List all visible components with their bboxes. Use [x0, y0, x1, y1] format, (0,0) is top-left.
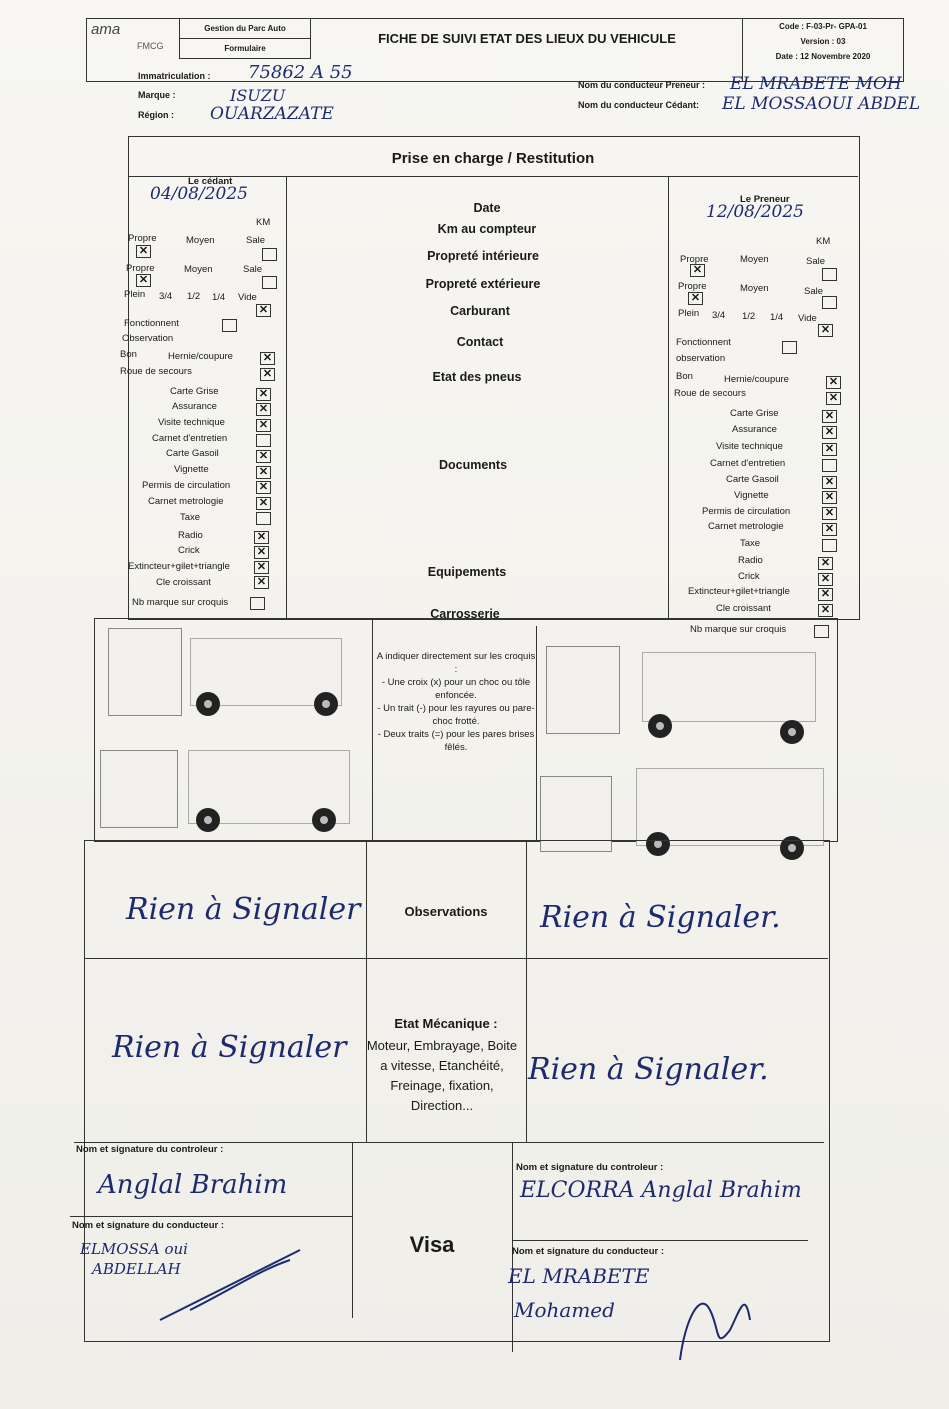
chk-doc-l-0[interactable]: ✕ — [256, 388, 271, 401]
preneur-date: 12/08/2025 — [706, 202, 804, 222]
controleur-label-r: Nom et signature du controleur : — [516, 1162, 664, 1173]
dept-box — [180, 19, 311, 59]
wheel-icon — [314, 692, 338, 716]
cedant-date: 04/08/2025 — [150, 184, 248, 204]
checkbox-secours-l[interactable]: ✕ — [260, 368, 275, 381]
checkbox-sale-int-l[interactable] — [262, 248, 277, 261]
wheel-icon — [648, 714, 672, 738]
divider — [286, 176, 287, 618]
checkbox-propre-int-r[interactable]: ✕ — [690, 264, 705, 277]
equip-l-3: Cle croissant — [156, 577, 211, 588]
divider — [70, 1216, 352, 1217]
row-contact: Contact — [456, 335, 504, 349]
tire-bon-l: Bon — [120, 349, 137, 360]
chk-doc-r-3[interactable] — [822, 459, 837, 472]
checkbox-secours-r[interactable]: ✕ — [826, 392, 841, 405]
chk-doc-l-8[interactable] — [256, 512, 271, 525]
chk-equip-r-0[interactable]: ✕ — [818, 557, 833, 570]
doc-r-0: Carte Grise — [730, 408, 779, 419]
doc-l-7: Carnet metrologie — [148, 496, 224, 507]
checkbox-propre-ext-l[interactable]: ✕ — [136, 274, 151, 287]
checkbox-hernie-l[interactable]: ✕ — [260, 352, 275, 365]
checkbox-sale-ext-l[interactable] — [262, 276, 277, 289]
checkbox-contact-l[interactable] — [222, 319, 237, 332]
fuel-14-r: 1/4 — [770, 312, 784, 323]
opt-sale-ext-r: Sale — [804, 286, 824, 297]
signature-scribble-l — [150, 1240, 310, 1330]
tire-hernie-r: Hernie/coupure — [724, 374, 789, 385]
equip-l-0: Radio — [178, 530, 203, 541]
doc-l-2: Visite technique — [158, 417, 225, 428]
conducteur-sign-l1: ELMOSSA oui — [80, 1240, 188, 1258]
truck-front-sketch-r — [546, 646, 620, 734]
wheel-icon — [196, 808, 220, 832]
company-logo — [87, 19, 180, 59]
contact-fonct-r: Fonctionnent — [676, 337, 731, 348]
chk-equip-l-0[interactable]: ✕ — [254, 531, 269, 544]
equip-l-2: Extincteur+gilet+triangle — [128, 561, 230, 572]
divider — [668, 176, 669, 618]
cedant-label: Nom du conducteur Cédant: — [578, 100, 699, 110]
code-box — [742, 19, 903, 81]
row-km: Km au compteur — [437, 222, 537, 236]
doc-l-1: Assurance — [172, 401, 217, 412]
wheel-icon — [312, 808, 336, 832]
row-prop-int: Propreté intérieure — [427, 249, 539, 263]
chk-equip-l-4[interactable] — [250, 597, 265, 610]
chk-equip-r-1[interactable]: ✕ — [818, 573, 833, 586]
conducteur-label-l: Nom et signature du conducteur : — [72, 1220, 225, 1231]
fuel-12-l: 1/2 — [187, 291, 201, 302]
doc-r-4: Carte Gasoil — [726, 474, 779, 485]
tire-secours-l: Roue de secours — [120, 366, 192, 377]
instr-line3: - Un trait (-) pour les rayures ou pare-choc frotté. — [377, 703, 535, 727]
divider — [512, 1240, 808, 1241]
row-carburant: Carburant — [450, 304, 510, 318]
wheel-icon — [196, 692, 220, 716]
divider — [128, 176, 858, 177]
equip-r-1: Crick — [738, 571, 760, 582]
checkbox-sale-ext-r[interactable] — [822, 296, 837, 309]
chk-doc-l-7[interactable]: ✕ — [256, 497, 271, 510]
opt-propre-int-l: Propre — [128, 233, 157, 244]
doc-r-1: Assurance — [732, 424, 777, 435]
fuel-34-l: 3/4 — [159, 291, 173, 302]
conducteur-label-r: Nom et signature du conducteur : — [512, 1246, 665, 1257]
chk-doc-r-7[interactable]: ✕ — [822, 523, 837, 536]
contact-obs-l: Observation — [122, 333, 174, 344]
mecanique-label: Etat Mécanique : — [394, 1016, 498, 1031]
chk-doc-l-3[interactable] — [256, 434, 271, 447]
equip-r-4: Nb marque sur croquis — [690, 624, 787, 635]
checkbox-fuel-vide-l[interactable]: ✕ — [256, 304, 271, 317]
equip-l-4: Nb marque sur croquis — [132, 597, 229, 608]
fuel-14-l: 1/4 — [212, 292, 226, 303]
opt-propre-ext-l: Propre — [126, 263, 155, 274]
chk-equip-l-2[interactable]: ✕ — [254, 561, 269, 574]
row-date: Date — [473, 201, 501, 215]
tire-secours-r: Roue de secours — [674, 388, 746, 399]
conducteur-sign-l2: ABDELLAH — [92, 1260, 181, 1278]
mecanique-details: Moteur, Embrayage, Boite a vitesse, Etanchéité, Freinage, fixation, Direction... — [366, 1038, 518, 1113]
doc-r-3: Carnet d'entretien — [710, 458, 786, 469]
immat-label: Immatriculation : — [138, 71, 211, 81]
mec-left: Rien à Signaler — [112, 1030, 347, 1065]
doc-r-7: Carnet metrologie — [708, 521, 784, 532]
region-label: Région : — [138, 110, 174, 120]
conducteur-sign-r2: Mohamed — [514, 1298, 615, 1322]
divider — [74, 1142, 824, 1143]
chk-doc-r-6[interactable]: ✕ — [822, 507, 837, 520]
region-value: OUARZAZATE — [210, 104, 334, 124]
chk-doc-r-8[interactable] — [822, 539, 837, 552]
divider — [536, 626, 537, 840]
doc-l-0: Carte Grise — [170, 386, 219, 397]
fuel-vide-l: Vide — [238, 292, 257, 303]
chk-doc-r-0[interactable]: ✕ — [822, 410, 837, 423]
sketch-instructions — [376, 650, 536, 754]
chk-doc-r-4[interactable]: ✕ — [822, 476, 837, 489]
chk-doc-l-1[interactable]: ✕ — [256, 403, 271, 416]
contact-obs-r: observation — [676, 353, 726, 364]
marque-label: Marque : — [138, 90, 176, 100]
fuel-plein-l: Plein — [124, 289, 146, 300]
obs-right: Rien à Signaler. — [540, 900, 781, 935]
row-carrosserie: Carrosserie — [430, 607, 500, 621]
row-prop-ext: Propreté extérieure — [425, 277, 541, 291]
chk-equip-r-3[interactable]: ✕ — [818, 604, 833, 617]
cedant-value: EL MOSSAOUI ABDEL — [722, 94, 921, 114]
chk-doc-l-5[interactable]: ✕ — [256, 466, 271, 479]
km-unit-right: KM — [816, 236, 831, 247]
km-unit-left: KM — [256, 217, 271, 228]
table-title: Prise en charge / Restitution — [391, 150, 595, 167]
doc-l-3: Carnet d'entretien — [152, 433, 228, 444]
truck-side-sketch-r — [642, 652, 816, 722]
form-title: FICHE DE SUIVI ETAT DES LIEUX DU VEHICULE — [378, 31, 676, 46]
checkbox-sale-int-r[interactable] — [822, 268, 837, 281]
divider — [352, 1142, 353, 1318]
immat-value: 75862 A 55 — [248, 62, 353, 83]
opt-moyen-ext-l: Moyen — [184, 264, 213, 275]
form-date: Date : 12 Novembre 2020 — [775, 52, 871, 61]
doc-l-5: Vignette — [174, 464, 209, 475]
form-code: Code : F-03-Pr- GPA-01 — [779, 22, 867, 31]
opt-sale-int-l: Sale — [246, 235, 266, 246]
wheel-icon — [780, 720, 804, 744]
logo-text: ama — [91, 21, 121, 38]
fuel-34-r: 3/4 — [712, 310, 726, 321]
checkbox-contact-r[interactable] — [782, 341, 797, 354]
mec-right: Rien à Signaler. — [528, 1052, 769, 1087]
doc-l-8: Taxe — [180, 512, 201, 523]
doc-l-4: Carte Gasoil — [166, 448, 219, 459]
doc-r-2: Visite technique — [716, 441, 783, 452]
opt-propre-ext-r: Propre — [678, 281, 707, 292]
opt-moyen-int-l: Moyen — [186, 235, 215, 246]
marque-value: ISUZU — [230, 86, 286, 105]
divider — [372, 618, 373, 840]
truck-rear-sketch-l — [100, 750, 178, 828]
form-version: Version : 03 — [800, 37, 846, 46]
fuel-vide-r: Vide — [798, 313, 817, 324]
chk-doc-l-2[interactable]: ✕ — [256, 419, 271, 432]
chk-doc-l-6[interactable]: ✕ — [256, 481, 271, 494]
chk-equip-l-3[interactable]: ✕ — [254, 576, 269, 589]
chk-doc-l-4[interactable]: ✕ — [256, 450, 271, 463]
opt-sale-ext-l: Sale — [243, 264, 263, 275]
instr-line4: - Deux traits (=) pour les pares brises fêlés. — [377, 729, 535, 753]
conducteur-sign-r1: EL MRABETE — [508, 1264, 650, 1288]
checkbox-fuel-vide-r[interactable]: ✕ — [818, 324, 833, 337]
divider — [84, 958, 828, 959]
chk-doc-r-2[interactable]: ✕ — [822, 443, 837, 456]
opt-moyen-ext-r: Moyen — [740, 283, 769, 294]
tire-bon-r: Bon — [676, 371, 693, 382]
instr-line1: A indiquer directement sur les croquis : — [376, 651, 536, 675]
chk-equip-r-2[interactable]: ✕ — [818, 588, 833, 601]
equip-r-3: Cle croissant — [716, 603, 771, 614]
doc-r-8: Taxe — [740, 538, 761, 549]
signature-scribble-r — [660, 1270, 770, 1370]
observations-label: Observations — [404, 904, 488, 919]
opt-propre-int-r: Propre — [680, 254, 709, 265]
truck-front-sketch-l — [108, 628, 182, 716]
tire-hernie-l: Hernie/coupure — [168, 351, 233, 362]
row-documents: Documents — [438, 458, 508, 472]
visa-label: Visa — [409, 1232, 455, 1257]
preneur-label: Nom du conducteur Preneur : — [578, 80, 706, 90]
checkbox-propre-ext-r[interactable]: ✕ — [688, 292, 703, 305]
doc-r-5: Vignette — [734, 490, 769, 501]
chk-doc-r-5[interactable]: ✕ — [822, 491, 837, 504]
dept-line1: Gestion du Parc Auto — [180, 19, 310, 39]
cedant-col-label: Le cédant — [188, 176, 233, 187]
row-equipements: Equipements — [427, 565, 507, 579]
logo-sub: FMCG — [137, 41, 164, 51]
fuel-plein-r: Plein — [678, 308, 700, 319]
opt-moyen-int-r: Moyen — [740, 254, 769, 265]
preneur-value: EL MRABETE MOH — [730, 74, 902, 94]
chk-doc-r-1[interactable]: ✕ — [822, 426, 837, 439]
divider — [526, 840, 527, 1142]
controleur-sign-l: Anglal Brahim — [98, 1170, 288, 1200]
chk-equip-l-1[interactable]: ✕ — [254, 546, 269, 559]
doc-l-6: Permis de circulation — [142, 480, 231, 491]
checkbox-propre-int-l[interactable]: ✕ — [136, 245, 151, 258]
controleur-label-l: Nom et signature du controleur : — [76, 1144, 224, 1155]
preneur-col-label: Le Preneur — [740, 194, 790, 205]
fuel-12-r: 1/2 — [742, 311, 756, 322]
instr-line2: - Une croix (x) pour un choc ou tôle enfoncée. — [381, 677, 531, 701]
doc-r-6: Permis de circulation — [702, 506, 791, 517]
equip-l-1: Crick — [178, 545, 200, 556]
equip-r-0: Radio — [738, 555, 763, 566]
checkbox-hernie-r[interactable]: ✕ — [826, 376, 841, 389]
dept-line2: Formulaire — [180, 39, 310, 59]
equip-r-2: Extincteur+gilet+triangle — [688, 586, 790, 597]
controleur-sign-r: ELCORRA Anglal Brahim — [520, 1178, 802, 1203]
opt-sale-int-r: Sale — [806, 256, 826, 267]
row-pneus: Etat des pneus — [432, 370, 522, 384]
contact-fonct-l: Fonctionnent — [124, 318, 179, 329]
obs-left: Rien à Signaler — [126, 892, 361, 927]
